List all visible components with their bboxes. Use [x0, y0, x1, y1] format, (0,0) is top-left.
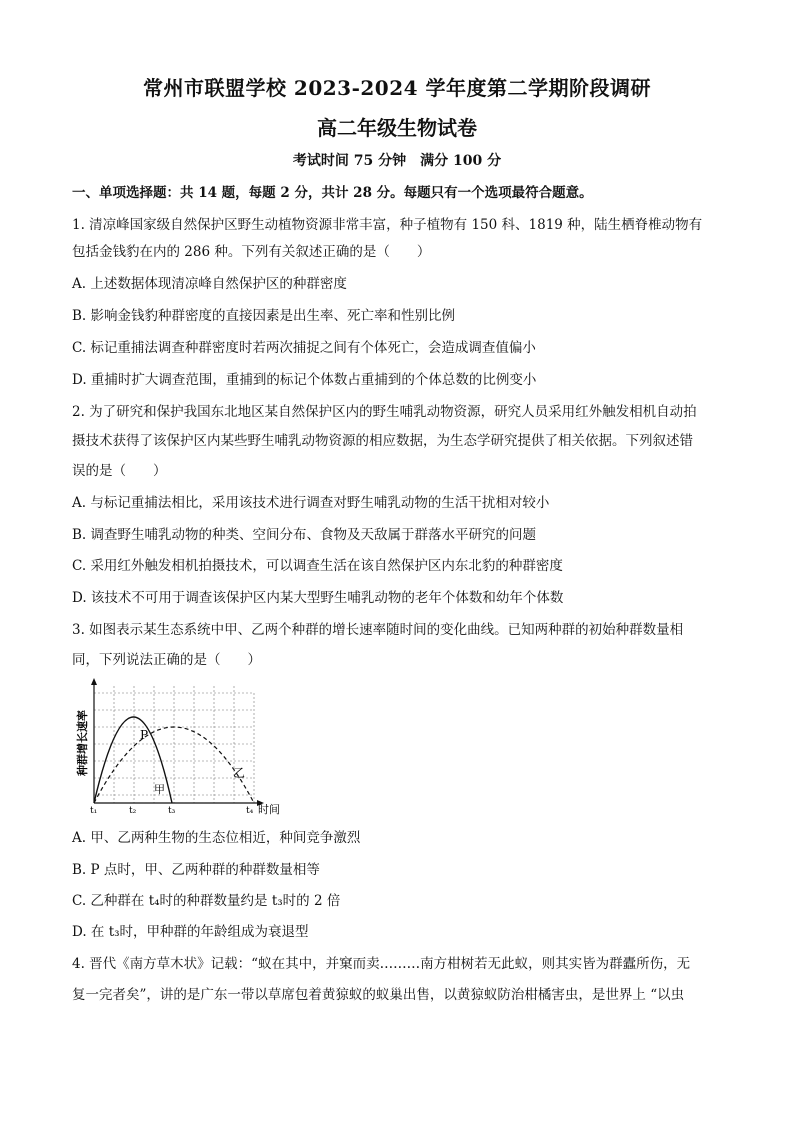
q3-option-a: A. 甲、乙两种生物的生态位相近，种间竞争激烈: [72, 830, 361, 846]
q1-stem-line2: 包括金钱豹在内的 286 种。下列有关叙述正确的是（ ）: [72, 244, 431, 260]
q3-stem-line1: 3. 如图表示某生态系统中甲、乙两个种群的增长速率随时间的变化曲线。已知两种群的初始种群数量相: [72, 622, 684, 638]
q3-option-c: C. 乙种群在 t₄时的种群数量约是 t₃时的 2 倍: [72, 893, 341, 909]
tick-t3: t₃: [168, 806, 176, 816]
x-axis-label: 时间: [258, 803, 280, 816]
y-axis-arrow: [91, 678, 97, 685]
tick-t4: t₄: [246, 806, 254, 816]
q1-option-a: A. 上述数据体现清凉峰自然保护区的种群密度: [72, 276, 347, 292]
q2-option-d: D. 该技术不可用于调查该保护区内某大型野生哺乳动物的老年个体数和幼年个体数: [72, 590, 564, 606]
tick-t2: t₂: [129, 806, 137, 816]
q4-stem-line1: 4. 晋代《南方草木状》记载：“蚁在其中，并窠而卖………南方柑树若无此蚁，则其实皆为群蠹所伤，无: [72, 956, 691, 972]
q2-option-a: A. 与标记重捕法相比，采用该技术进行调查对野生哺乳动物的生活干扰相对较小: [72, 495, 550, 511]
q1-option-c: C. 标记重捕法调查种群密度时若两次捕捉之间有个体死亡，会造成调查值偏小: [72, 340, 536, 356]
growth-rate-figure: [72, 676, 292, 821]
section-heading: 一、单项选择题：共 14 题，每题 2 分，共计 28 分。每题只有一个选项最符合题意。: [72, 185, 593, 201]
q1-stem-line1: 1. 清凉峰国家级自然保护区野生动植物资源非常丰富，种子植物有 150 科、1819 种，陆生栖脊椎动物有: [72, 217, 703, 233]
label-jia: 甲: [154, 783, 165, 796]
exam-title: 常州市联盟学校 2023-2024 学年度第二学期阶段调研: [142, 76, 652, 100]
label-yi: 乙: [233, 766, 246, 780]
figure-grid: [94, 686, 254, 803]
exam-subtitle: 高二年级生物试卷: [317, 116, 477, 140]
q2-stem-line3: 误的是（ ）: [72, 463, 167, 479]
q2-option-b: B. 调查野生哺乳动物的种类、空间分布、食物及天敌属于群落水平研究的问题: [72, 527, 537, 543]
point-p-label: P: [140, 728, 149, 742]
q2-stem-line2: 摄技术获得了该保护区内某些野生哺乳动物资源的相应数据，为生态学研究提供了相关依据。下列叙述错: [72, 433, 693, 449]
q2-option-c: C. 采用红外触发相机拍摄技术，可以调查生活在该自然保护区内东北豹的种群密度: [72, 558, 563, 574]
tick-t1: t₁: [90, 806, 98, 816]
q4-stem-line2: 复一完者矣”，讲的是广东一带以草席包着黄猄蚁的蚁巢出售，以黄猄蚁防治柑橘害虫，是世界上 “以虫: [72, 987, 685, 1003]
q1-option-b: B. 影响金钱豹种群密度的直接因素是出生率、死亡率和性别比例: [72, 308, 456, 324]
q2-stem-line1: 2. 为了研究和保护我国东北地区某自然保护区内的野生哺乳动物资源，研究人员采用红外触发相机自动拍: [72, 404, 697, 420]
q3-option-b: B. P 点时，甲、乙两种群的种群数量相等: [72, 862, 320, 878]
q3-stem-line2: 同，下列说法正确的是（ ）: [72, 652, 261, 668]
q3-option-d: D. 在 t₃时，甲种群的年龄组成为衰退型: [72, 924, 309, 940]
exam-info: 考试时间 75 分钟 满分 100 分: [292, 153, 502, 169]
y-axis-label: 种群增长速率: [76, 710, 89, 776]
q1-option-d: D. 重捕时扩大调查范围，重捕到的标记个体数占重捕到的个体总数的比例变小: [72, 372, 537, 388]
